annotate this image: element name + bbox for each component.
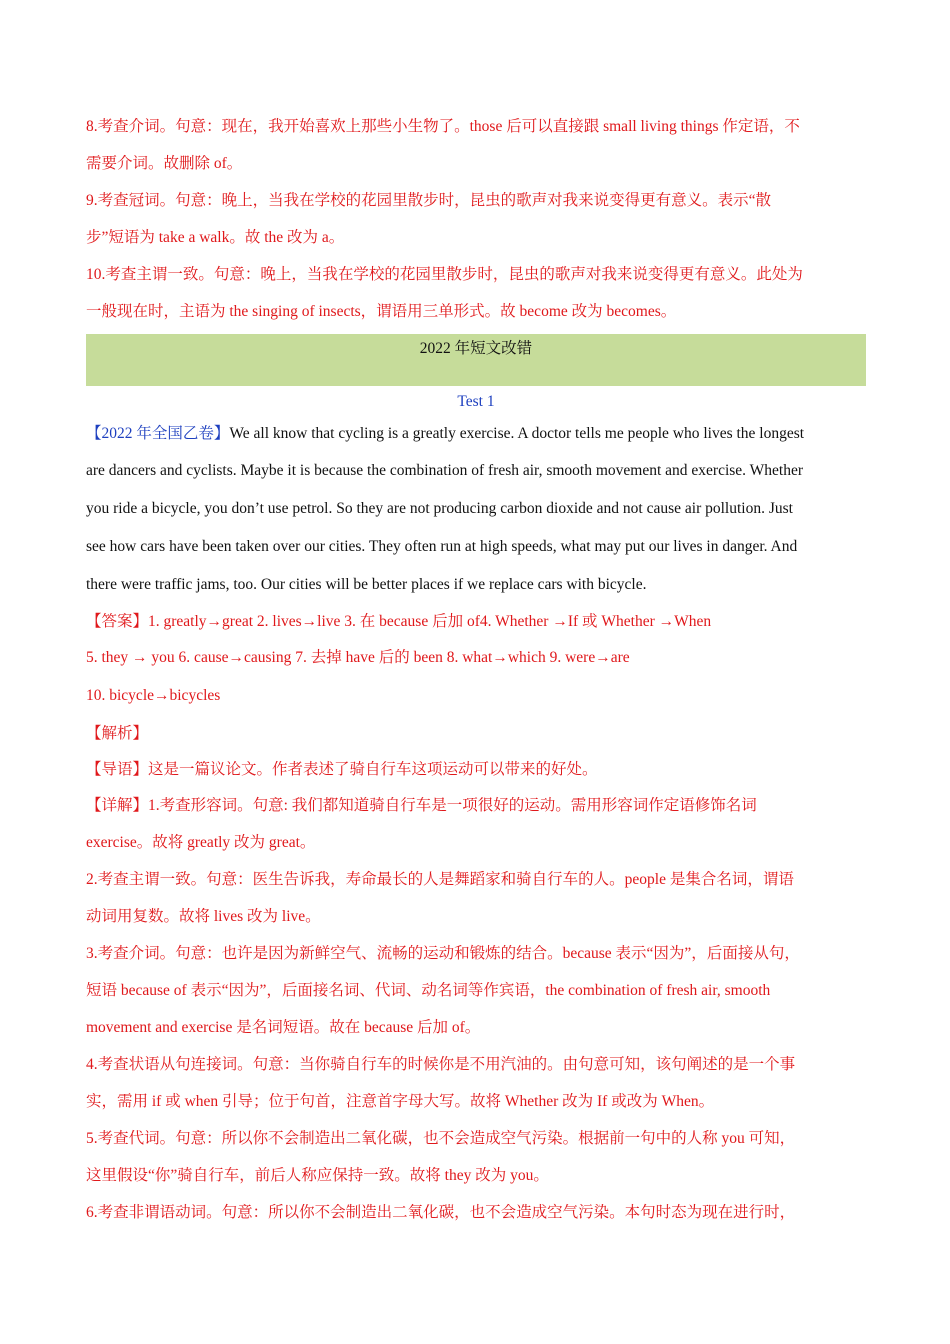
analysis-line: movement and exercise 是名词短语。故在 because 后加 of。: [86, 1019, 481, 1036]
analysis-line: 短语 because of 表示“因为”，后面接名词、代词、动名词等作宾语，the combination of fresh air, smooth: [86, 982, 771, 999]
analysis-line: 3.考查介词。句意：也许是因为新鲜空气、流畅的运动和锻炼的结合。because 表示“因为”，后面接从句，: [86, 945, 800, 962]
analysis-line: 【详解】1.考查形容词。句意: 我们都知道骑自行车是一项很好的运动。需用形容词作定语修饰名词: [86, 797, 757, 814]
answer-line: 【答案】1. greatly→great 2. lives→live 3. 在 because 后加 of4. Whether →If 或 Whether →When: [86, 613, 712, 630]
passage-line: are dancers and cyclists. Maybe it is because the combination of fresh air, smooth movement and exercise. Whether: [86, 462, 804, 479]
analysis-line: 动词用复数。故将 lives 改为 live。: [86, 908, 321, 925]
section-title: 2022 年短文改错: [419, 340, 533, 357]
analysis-line: 实，需用 if 或 when 引导；位于句首，注意首字母大写。故将 Whether 改为 If 或改为 When。: [86, 1093, 715, 1110]
analysis-line: 4.考查状语从句连接词。句意：当你骑自行车的时候你是不用汽油的。由句意可知，该句阐述的是一个事: [86, 1056, 796, 1073]
analysis-line: 2.考查主谓一致。句意：医生告诉我，寿命最长的人是舞蹈家和骑自行车的人。people 是集合名词，谓语: [86, 871, 794, 888]
passage-line: see how cars have been taken over our cities. They often run at high speeds, what may put our lives in danger. And: [86, 538, 798, 555]
passage-line: there were traffic jams, too. Our cities will be better places if we replace cars with bicycle.: [86, 576, 647, 593]
explanation-line: 10.考查主谓一致。句意：晚上，当我在学校的花园里散步时，昆虫的歌声对我来说变得更有意义。此处为: [86, 266, 803, 283]
explanation-line: 8.考查介词。句意：现在，我开始喜欢上那些小生物了。those 后可以直接跟 small living things 作定语，不: [86, 118, 800, 135]
passage-text: We all know that cycling is a greatly exercise. A doctor tells me people who lives the longest: [229, 425, 805, 442]
analysis-line: 【导语】这是一篇议论文。作者表述了骑自行车这项运动可以带来的好处。: [86, 761, 598, 778]
explanation-line: 需要介词。故删除 of。: [86, 155, 243, 172]
analysis-line: 【解析】: [86, 725, 149, 742]
test-title: Test 1: [457, 393, 495, 410]
document-page: [86, 108, 866, 1231]
analysis-line: 这里假设“你”骑自行车，前后人称应保持一致。故将 they 改为 you。: [86, 1167, 549, 1184]
analysis-line: exercise。故将 greatly 改为 great。: [86, 834, 316, 851]
explanation-line: 一般现在时，主语为 the singing of insects，谓语用三单形式。故 become 改为 becomes。: [86, 303, 677, 320]
explanation-line: 步”短语为 take a walk。故 the 改为 a。: [86, 229, 345, 246]
source-tag: 【2022 年全国乙卷】: [86, 425, 230, 442]
passage: [86, 416, 866, 604]
analysis-line: 5.考查代词。句意：所以你不会制造出二氧化碳，也不会造成空气污染。根据前一句中的人称 you 可知，: [86, 1130, 796, 1147]
analysis-block: [86, 716, 866, 1231]
answer-line: 5. they → you 6. cause→causing 7. 去掉 have 后的 been 8. what→which 9. were→are: [86, 649, 630, 666]
previous-explanations: [86, 108, 866, 330]
answer-block: [86, 604, 866, 716]
explanation-line: 9.考查冠词。句意：晚上，当我在学校的花园里散步时，昆虫的歌声对我来说变得更有意义。表示“散: [86, 192, 772, 209]
answer-line: 10. bicycle→bicycles: [86, 687, 221, 704]
passage-line: you ride a bicycle, you don’t use petrol. So they are not producing carbon dioxide and not cause air pollution. Just: [86, 500, 793, 517]
section-title-band: [86, 334, 866, 386]
passage-line: [86, 416, 866, 452]
analysis-line: 6.考查非谓语动词。句意：所以你不会制造出二氧化碳，也不会造成空气污染。本句时态为现在进行时，: [86, 1204, 796, 1221]
